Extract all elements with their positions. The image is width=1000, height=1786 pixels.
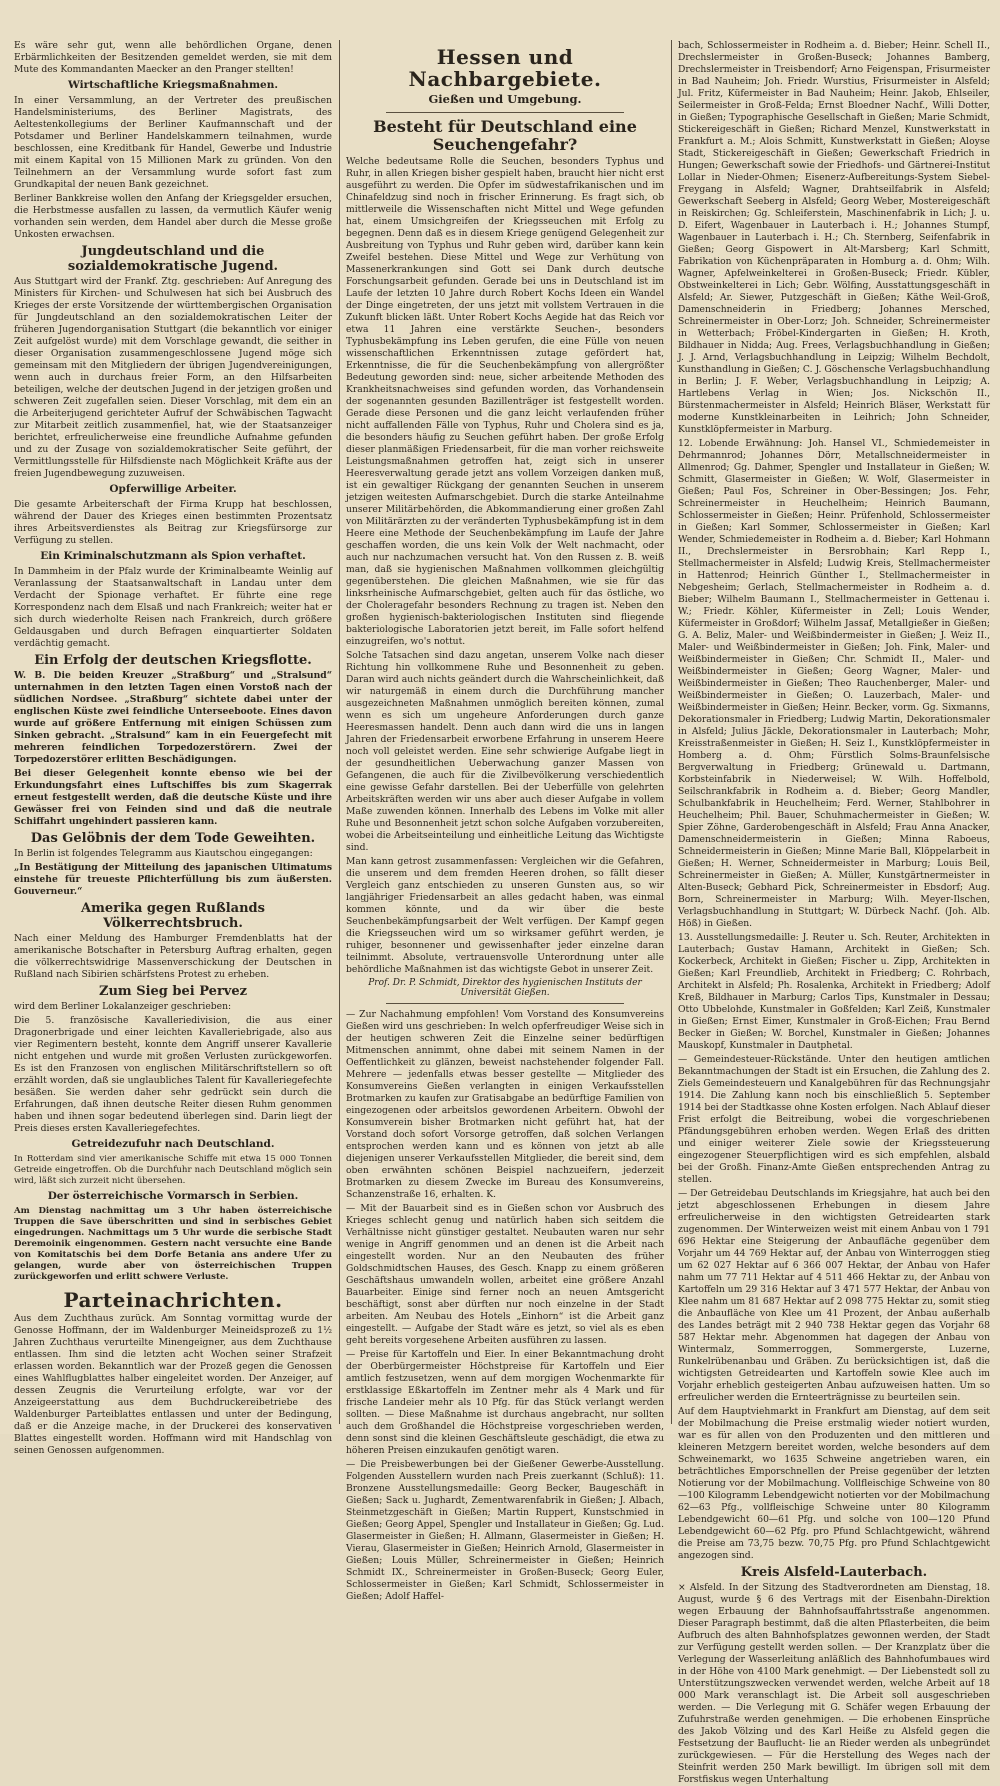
section-heading: Hessen und Nachbargebiete.	[408, 45, 602, 91]
article-paragraph: bach, Schlossermeister in Rodheim a. d. Bieber; Heinr. Schell II., Drechslermeister in Großen-Buseck; Johannes Bamberg, Drechslermeister in Treisbendorf; Arno Feigenspan, Frisurmeister in Bad Nauheim; Joh. Friedr. Wurstius, Frisurmeister in Alsfeld; Jul. Fritz, Küfermeister in Bad Nauheim; Heinr. Jakob, Ehlseiler, Seilermeister in Groß-Felda; Ernst Bloedner Nachf., Willi Dotter, in Gießen; Typographische Gesellschaft in Gießen; Marie Schmidt, Stickereigeschäft in Gießen; Richard Menzel, Kunstwerkstatt in Frankfurt a. M.; Alois Schmitt, Kunstwerkstatt in Gießen; Aloyse Stadt, Stickereigeschäft in Gießen; Gewerkschaft Friedrich in Hungen; Gewerkschaft sowie der Friedhofs- und Gärtnerei-Institut Lollar in Nieder-Ohmen; Eisenerz-Aufbereitungs-System Siebel-Freygang in Alsfeld; Wagner, Drahtseilfabrik in Alsfeld; Gewerkschaft Seeberg in Alsfeld; Georg Weber, Mostereigeschäft in Reiskirchen; Gg. Schleiferstein, Maschinenfabrik in Lich; J. u. D. Eifert, Wagenbauer in Lauterbach i. H.; Johannes Stumpf, Wagenbauer in Lauterbach i. H.; Ch. Sternberg, Seifenfabrik in Gießen; Georg Gispowert in Alt-Marsberg; Karl Schmitt, Fabrikation von Küchenpräparaten in Homburg a. d. Ohm; Wilh. Wagner, Apfelweinkelterei in Großen-Buseck; Friedr. Kübler, Obstweinkelterei in Lich; Gebr. Wölfing, Ausstattungsgeschäft in Alsfeld; Ar. Siewer, Putzgeschäft in Gießen; Käthe Weil-Groß, Damenschneiderin in Friedberg; Johannes Mersched, Schreinermeister in Ober-Lorz; Joh. Schneider, Schreinermeister in Wetterbach; Fröbel-Kindergarten in Gießen; H. Kroth, Bildhauer in Nidda; Aug. Frees, Verlagsbuchhandlung in Gießen; J. J. Arnd, Verlagsbuchhandlung in Leipzig; Wilhelm Bechdolt, Kunsthandlung in Gießen; C. J. Göschensche Verlagsbuchhandlung in Berlin; J. F. Weber, Verlagsbuchhandlung in Leipzig; A. Hartlebens Verlag in Wien; Jos. Nickschön II., Bürstenmachermeister in Alsfeld; Heinrich Bläser, Werkstatt für moderne Kunstkleinarbeiten in Leihrich; John Schneider, Kunstklöpfermeister in Marburg.	[678, 40, 991, 435]
divider	[386, 112, 624, 113]
article-paragraph: Die 5. französische Kavalleriedivision, die aus einer Dragonerbrigade und einer leichten Kavalleriebrigade, also aus vier Regimentern besteht, konnte dem Angriff unserer Kavallerie nicht entgehen und wurde mit großen Verlusten zurückgeworfen. Es ist den Franzosen von englischen Militärschriftstellern so oft erzählt worden, daß sie unglaubliches Talent für Kavalleriegefechte besäßen. Sie werden daher sehr gedrückt sein durch die Erfahrungen, daß ihnen deutsche Reiter diesen Ruhm genommen haben und ihnen sogar bedeutend überlegen sind. Darin liegt der Preis dieses ersten Kavalleriegefechtes.	[14, 1015, 332, 1134]
article-paragraph: W. B. Die beiden Kreuzer „Straßburg“ und „Stralsund“ unternahmen in den letzten Tagen einen Vorstoß nach der südlichen Nordsee. „Straßburg“ sichtete dabei unter der englischen Küste zwei feindliche Unterseeboote. Eines davon wurde auf größere Entfernung mit einigen Schüssen zum Sinken gebracht. „Stralsund“ kam in ein Feuergefecht mit mehreren feindlichen Torpedozerstörern. Zwei der Torpedozerstörer erlitten Beschädigungen.	[14, 670, 332, 765]
article-paragraph: „In Bestätigung der Mitteilung des japanischen Ultimatums einstehe für treueste Pflichterfüllung bis zum äußersten. Gouverneur.“	[14, 862, 332, 897]
article-heading: Zum Sieg bei Pervez	[98, 984, 247, 999]
article-paragraph: Es wäre sehr gut, wenn alle behördlichen Organe, denen Erbärmlichkeiten der Besitzenden gemeldet werden, sie mit dem Mute des Kommandanten Maecker an den Pranger stellten!	[14, 40, 332, 75]
article-paragraph: Berliner Bankkreise wollen den Anfang der Kriegsgelder ersuchen, die Herbstmesse ausfallen zu lassen, da vermutlich Käufer wenig vorhanden sein werden, dem Handel aber durch die Messe große Unkosten erwachsen.	[14, 193, 332, 240]
article-paragraph: In Berlin ist folgendes Telegramm aus Kiautschou eingegangen:	[14, 848, 313, 859]
article-paragraph: Solche Tatsachen sind dazu angetan, unserem Volke nach dieser Richtung hin vollkommene Ruhe und Besonnenheit zu geben. Daran wird auch nichts geändert durch die Wahrscheinlichkeit, daß wir naturgemäß in einem durch die Durchführung mancher ausgezeichneten Maßnahmen unmöglich bereiten können, zumal wenn es sich um ungeheure Anforderungen durch ganze Heeresmassen handelt. Denn auch dann wird die uns in langen Jahren der Friedensarbeit erworbene Erfahrung in unserem Heere noch voll geleistet werden. Eine sehr schwierige Aufgabe liegt in der gesundheitlichen Ueberwachung ganzer Massen von Gefangenen, die auch für die Zivilbevölkerung verschiedentlich eine gewisse Gefahr darstellen. Bei der Ueberfülle von gelehrten Arbeitskräften werden wir uns aber auch dieser Aufgabe in vollem Maße zuwenden können. Innerhalb des Lebens im Volke mit aller Ruhe und Besonnenheit jetzt schon solche Aufgaben vorzubereiten, wobei die Arbeitseinteilung und einheitliche Leitung das Wichtigste sind.	[346, 650, 664, 853]
article-paragraph: Aus Stuttgart wird der Frankf. Ztg. geschrieben: Auf Anregung des Ministers für Kirchen- und Schulwesen hat sich bei Ausbruch des Krieges der erste Vorsitzende der württembergischen Organisation für Jungdeutschland an den sozialdemokratischen Leiter der früheren Jugendorganisation Stuttgart (die bekanntlich vor einiger Zeit aufgelöst wurde) mit dem Vorschlage gewandt, die seither in dieser Organisation zusammengeschlossene Jugend möge sich gemeinsam mit den Mitgliedern der übrigen Jugendvereinigungen, wenn auch in durchaus freier Form, an den Hilfsarbeiten beteiligen, welche der deutschen Jugend in der jetzigen großen und schweren Zeit zugefallen seien. Dieser Vorschlag, mit dem ein an die Arbeiterjugend gerichteter Aufruf der Schwäbischen Tagwacht zur Mitarbeit zeitlich zusammenfiel, hat, wie der Staatsanzeiger berichtet, erfreulicherweise eine freundliche Aufnahme gefunden und zu der Zusage von sozialdemokratischer Seite geführt, der Vermittlungsstelle für Hilfsdienste nach Möglichkeit Kräfte aus der freien Jugendbewegung zuzuweisen.	[14, 276, 332, 479]
section-heading: Parteinachrichten.	[63, 1288, 283, 1312]
column-middle	[346, 40, 664, 1602]
article-paragraph: — Mit der Bauarbeit sind es in Gießen schon vor Ausbruch des Krieges schlecht genug und natürlich haben sich seitdem die Verhältnisse nicht günstiger gestaltet. Neubauten waren nur sehr wenige in Angriff genommen und an denen ist die Arbeit nach eingestellt worden. Nur an den Neubauten des früher Goldschmidtschen Hauses, des Gesch. Knapp zu einem größeren Geschäftshaus umwandeln wollen, arbeitet eine größere Anzahl Bauarbeiter. Einige sind ferner noch an neuen Amtsgericht beschäftigt, sonst aber dürften nur noch einzelne in der Stadt arbeiten. Am Neubau des Hotels „Einhorn“ ist die Arbeit ganz eingestellt. — Aufgabe der Stadt wäre es jetzt, so viel als es eben geht bereits vorgesehene Arbeiten ausführen zu lassen.	[346, 1203, 664, 1346]
article-paragraph: Welche bedeutsame Rolle die Seuchen, besonders Typhus und Ruhr, in allen Kriegen bisher gespielt haben, braucht hier nicht erst ausgeführt zu werden. Die Opfer im südwestafrikanischen und im Chinafeldzug sind noch in frischer Erinnerung. Es fragt sich, ob mittlerweile die Wissenschaften nicht Mittel und Wege gefunden hat, einem Umsichgreifen der Kriegsseuchen mit Erfolg zu begegnen. Denn daß es in diesem Kriege genügend Gelegenheit zur Ausbreitung von Typhus und Ruhr geben wird, darüber kann kein Zweifel bestehen. Diese Mittel und Wege zur Verhütung von Massenerkrankungen sind Gott sei Dank durch deutsche Forschungsarbeit gefunden. Gerade bei uns in Deutschland ist im Laufe der letzten 10 Jahre durch Robert Kochs Ideen ein Wandel der Dinge eingetreten, der uns jetzt mit vollstem Vertrauen in die Zukunft blicken läßt. Unter Robert Kochs Aegide hat das Reich vor etwa 11 Jahren eine verstärkte Seuchen-, besonders Typhusbekämpfung ins Leben gerufen, die eine Fülle von neuen wissenschaftlichen Erkenntnissen zutage gefördert hat, Erkenntnisse, die für die Seuchenbekämpfung von allergrößter Bedeutung geworden sind: neue, sicher arbeitende Methoden des Krankheitsnachweises sind gefunden worden, das Vorhandensein der sogenannten gesunden Bazillenträger ist festgestellt worden. Gerade diese Personen und die ganz leicht verlaufenden früher nicht auffallenden Fälle von Typhus, Ruhr und Cholera sind es ja, die besonders häufig zu Seuchen geführt haben. Der große Erfolg dieser planmäßigen Friedensarbeit, für die man vorher reichsweite Leistungsmaßnahmen getroffen hat, zeigt sich in unserer Heeresverwaltung gerade jetzt ans vollem Vorzeigen danken muß, ist ein gewaltiger Rückgang der genannten Seuchen in unserem jetzigen weitesten Aufmarschgebiet. Durch die starke Anteilnahme unserer Militärbehörden, die Abkommandierung einer großen Zahl von Militärärzten zu der veränderten Typhusbekämpfung ist in dem Heere eine Methode der Seuchenbekämpfung im Laufe der Jahre geschaffen worden, die uns kein Volk der Welt nachmacht, oder auch nur nachzumachen versucht hat. Von den Russen z. B. weiß man, daß sie hygienischen Maßnahmen vollkommen gleichgültig gegenüberstehen. Die gleichen Maßnahmen, wie sie für das linksrheinische Aufmarschgebiet, gelten auch für das östliche, wo der Choleragefahr besonders Rechnung zu tragen ist. Neben den großen hygienisch-bakteriologischen Instituten sind fliegende bakteriologische Laboratorien jetzt bereit, im Falle sofort helfend einzugreifen, wo's nottut.	[346, 156, 664, 647]
article-heading: Opferwillige Arbeiter.	[109, 483, 237, 495]
article-paragraph: Bei dieser Gelegenheit konnte ebenso wie bei der Erkundungsfahrt eines Luftschiffes bis zum Skagerrak erneut festgestellt werden, daß die deutsche Küste und ihre Gewässer frei von Feinden sind und daß die neutrale Schiffahrt ungehindert passieren kann.	[14, 768, 332, 827]
article-signature: Prof. Dr. P. Schmidt, Direktor des hygienischen Instituts der Universität Gießen.	[368, 978, 642, 998]
article-paragraph: In einer Versammlung, an der Vertreter des preußischen Handelsministeriums, des Berliner Magistrats, des Aeltestenkollegiums der Berliner Kaufmannschaft und der Potsdamer und Berliner Handelskammern teilnahmen, wurde beschlossen, eine Kreditbank für Handel, Gewerbe und Industrie mit einem Kapital von 15 Millionen Mark zu gründen. Von den Teilnehmern an der Versammlung wurde sofort fast zum Grundkapital der neuen Bank gezeichnet.	[14, 95, 332, 190]
column-rule	[339, 40, 340, 1424]
article-paragraph: 12. Lobende Erwähnung: Joh. Hansel VI., Schmiedemeister in Dehrmannrod; Johannes Dörr, Metallschneidermeister in Allmenrod; Gg. Dahmer, Spengler und Installateur in Gießen; W. Schmitt, Glasermeister in Gießen; W. Wolf, Glasermeister in Gießen; Paul Fos, Schreiner in Ober-Bessingen; Jos. Fehr, Schreinermeister in Heuchelheim; Heinrich Baumann, Schlossermeister in Gießen; Heinr. Prüfenhold, Schlossermeister in Gießen; Karl Sommer, Schlossermeister in Gießen; Karl Wender, Schmiedemeister in Rodheim a. d. Bieber; Karl Hohmann II., Drechslermeister in Bersrobhain; Karl Repp I., Stellmachermeister in Alsfeld; Ludwig Kreis, Stellmachermeister in Hattenrod; Heinrich Günther I., Stellmachermeister in Nebgesheim; Gerlach, Stellmachermeister in Rodheim a. d. Bieber; Wilhelm Baumann I., Stellmachermeister in Gettenau i. W.; Friedr. Köhler, Küfermeister in Zell; Louis Wender, Küfermeister in Großdorf; Wilhelm Jassaf, Metallgießer in Gießen; G. A. Beliz, Maler- und Weißbindermeister in Gießen; J. Weiz II., Maler- und Weißbindermeister in Gießen; Joh. Fink, Maler- und Weißbindermeister in Gießen; Chr. Schmidt II., Maler- und Weißbindermeister in Gießen; Georg Wagner, Maler- und Weißbindermeister in Gießen; Theo Rauchenberger, Maler- und Weißbindermeister in Gießen; O. Lauzerbach, Maler- und Weißbindermeister in Gießen; Heinr. Becker, vorm. Gg. Sixmanns, Dekorationsmaler in Friedberg; Ludwig Martin, Dekorationsmaler in Alsfeld; Julius Jäckle, Dekorationsmaler in Lauterbach; Mohr, Kreisstraßenmeister in Gießen; H. Seiz I., Kunstklöpfermeister in Homberg a. d. Ohm; Fürstlich Solms-Braunfelsische Bergverwaltung in Friedberg; Grünewald u. Dartmann, Korbsteinfabrik in Niederweisel; W. Wilh. Hoffelbold, Seilschrankfabrik in Rodheim a. d. Bieber; Georg Mandler, Schulbankfabrik in Heuchelheim; Ferd. Werner, Stahlbohrer in Heuchelheim; Phil. Bauer, Schuhmachermeister in Gießen; W. Spier Zöhne, Garderobengeschäft in Alsfeld; Frau Anna Anacker, Damenschneidermeisterin in Gießen; Minna Raboeus, Schneidermeisterin in Gießen; Minne Marie Ball, Klöppelarbeit in Gießen; H. Werner, Schneidermeister in Marburg; Louis Beil, Schreinermeister in Gießen; A. Müller, Kunstgärtnermeister in Alten-Buseck; Gebhard Pick, Schreinermeister in Ebsdorf; Aug. Born, Schreinermeister in Marburg; Wilh. Meyer-Ilschen, Verlagsbuchhandlung in Stuttgart; W. Dürbeck Nachf. (Joh. Alb. Höß) in Gießen.	[678, 438, 990, 929]
divider	[386, 1003, 624, 1004]
column-right	[678, 40, 991, 1785]
article-paragraph: Am Dienstag nachmittag um 3 Uhr haben österreichische Truppen die Save überschritten und sind in serbisches Gebiet eingedrungen. Nachmittags um 5 Uhr wurde die serbische Stadt Deremoinik eingenommen. Gestern nacht versuchte eine Bande von Komitatschis bei dem Dorfe Betania ans andere Ufer zu gelangen, wurde aber von österreichischen Truppen zurückgeworfen und erlitt schwere Verluste.	[14, 1206, 332, 1282]
article-paragraph: — Die Preisbewerbungen bei der Gießener Gewerbe-Ausstellung. Folgenden Ausstellern wurden nach Preis zuerkannt (Schluß): 11. Bronzene Ausstellungsmedaille: Georg Becker, Baugeschäft in Gießen; Sack u. Jughardt, Zementwarenfabrik in Gießen; J. Albach, Steinmetzgeschäft in Gießen; Martin Ruppert, Kunstschmied in Gießen; Georg Appel, Spengler und Installateur in Gießen; Gg. Lud. Glasermeister in Gießen; H. Allmann, Glasermeister in Gießen; H. Vierau, Glasermeister in Gießen; Heinrich Arnold, Glasermeister in Gießen; Louis Müller, Schreinermeister in Gießen; Heinrich Schmidt IX., Schreinermeister in Großen-Buseck; Georg Euler, Schlossermeister in Gießen; Karl Schmidt, Schlossermeister in Gießen; Adolf Haffel-	[346, 1459, 664, 1602]
article-heading: Kreis Alsfeld-Lauterbach.	[740, 1565, 928, 1580]
column-rule	[671, 40, 672, 1424]
article-paragraph: Man kann getrost zusammenfassen: Vergleichen wir die Gefahren, die unserem und dem fremden Heeren drohen, so fällt dieser Vergleich ganz entschieden zu unseren Gunsten aus, so wir langjähriger Friedensarbeit an alles gedacht haben, was einmal kommen könnte, und da wir über die beste Seuchenbekämpfungsarbeit der Welt verfügen. Der Kampf gegen die Kriegsseuchen wird um so wirksamer geführt werden, je ruhiger, besonnener und gewissenhafter jeder einzelne daran teilnimmt. Absolute, vertrauensvolle Unterordnung unter alle behördliche Maßnahmen ist das wichtigste Gebot in unserer Zeit.	[346, 856, 664, 975]
article-paragraph: wird dem Berliner Lokalanzeiger geschrieben:	[14, 1001, 232, 1012]
article-heading: Der österreichische Vormarsch in Serbien.	[47, 1190, 299, 1202]
article-paragraph: — Preise für Kartoffeln und Eier. In einer Bekanntmachung droht der Oberbürgermeister Höchstpreise für Kartoffeln und Eier amtlich festzusetzen, wenn auf dem morgigen Wochenmarkte für erstklassige Eßkartoffeln im Zentner mehr als 4 Mark und für frische Landeier mehr als 10 Pfg. für das Stück verlangt werden sollten. — Diese Maßnahme ist durchaus angebracht, nur sollten auch dem Großhandel die Höchstpreise vorgeschrieben werden, denn sonst sind die kleinen Geschäftsleute geschädigt, die etwa zu höheren Preisen einzukaufen genötigt waren.	[346, 1349, 664, 1456]
article-paragraph: In Dammheim in der Pfalz wurde der Kriminalbeamte Weinlig auf Veranlassung der Staatsanwaltschaft in Landau unter dem Verdacht der Spionage verhaftet. Er führte eine rege Korrespondenz nach dem Elsaß und nach Frankreich; weiter hat er sich durch wiederholte Reisen nach Frankreich, durch größere Geldausgaben und durch Befragen einquartierter Soldaten verdächtig gemacht.	[14, 566, 332, 649]
article-paragraph: Aus dem Zuchthaus zurück. Am Sonntag vormittag wurde der Genosse Hoffmann, der im Waldenburger Meineidsprozeß zu 1½ Jahren Zuchthaus verurteilte Minengeigner, aus dem Zuchthause entlassen. Ihm sind die letzten acht Wochen seiner Strafzeit erlassen worden. Bekanntlich war der Prozeß gegen die Genossen eines Wahlflugblattes halber eingeleitet worden. Der Anzeiger, auf dessen Zeugnis die Verurteilung erfolgte, war vor der Anzeigeerstattung aus dem Buchdruckereibetriebe des Waldenburger Parteiblattes entlassen und unter der Bedingung, daß er die Anzeige mache, in der Druckerei des konservativen Blattes eingestellt worden. Hoffmann wird mit Handschlag von seinen Genossen aufgenommen.	[14, 1313, 332, 1456]
article-heading: Jungdeutschland und die sozialdemokratische Jugend.	[67, 244, 279, 274]
article-paragraph: Die gesamte Arbeiterschaft der Firma Krupp hat beschlossen, während der Dauer des Krieges einen bestimmten Prozentsatz ihres Arbeitsverdienstes als Beitrag zur Kriegsfürsorge zur Verfügung zu stellen.	[14, 499, 332, 546]
article-heading: Ein Kriminalschutzmann als Spion verhaftet.	[40, 550, 306, 562]
article-heading: Das Gelöbnis der dem Tode Geweihten.	[30, 831, 316, 846]
article-paragraph: — Gemeindesteuer-Rückstände. Unter den heutigen amtlichen Bekanntmachungen der Stadt ist ein Ersuchen, die Zahlung des 2. Ziels Gemeindesteuern und Kanalgebühren für das Rechnungsjahr 1914. Die Zahlung kann noch bis einschließlich 5. September 1914 bei der Stadtkasse ohne Kosten erfolgen. Nach Ablauf dieser Frist erfolgt die Beitreibung, wobei die vorgeschriebenen Pfändungsgebühren erhoben werden. Wegen Erlaß des dritten und einiger weiterer Ziele sowie der Kriegssteuerung eingezogener Steuerpflichtigen wird es sich empfehlen, alsbald bei der Großh. Finanz-Amte Gießen entsprechenden Antrag zu stellen.	[678, 1054, 990, 1185]
article-heading: Ein Erfolg der deutschen Kriegsflotte.	[34, 653, 312, 668]
article-heading: Wirtschaftliche Kriegsmaßnahmen.	[67, 79, 279, 91]
article-paragraph: × Alsfeld. In der Sitzung des Stadtverordneten am Dienstag, 18. August, wurde § 6 des Vertrags mit der Eisenbahn-Direktion wegen Erbauung der Bahnhofsauffahrtsstraße angenommen. Dieser Paragraph bestimmt, daß die alten Pflasterbeiten, die beim Aufbruch des alten Bahnhofsplatzes gewonnen werden, der Stadt zur Verfügung gestellt werden sollen. — Der Kranzplatz über die Verlegung der Wasserleitung anläßlich des Bahnhofumbaues wird in der Höhe von 4100 Mark genehmigt. — Der Liebenstedt soll zu Unterstützungszwecken verwendet werden, welche Arbeit auf 18 000 Mark veranschlagt ist. Die Arbeit soll ausgeschrieben werden. — Die Verlegung mit G. Schäfer wegen Erbauung der Zufuhrstraße werden genehmigen. — Die erhobenen Einsprüche des Jakob Völzing und des Karl Heiße zu Alsfeld gegen die Festsetzung der Bauflucht- lie an Rieder werden als unbegründet zurückgewiesen. — Für die Herstellung des Weges nach der Steinfrit werden 250 Mark bewilligt. Im übrigen soll mit dem Forstfiskus wegen Unterhaltung	[678, 1582, 990, 1785]
section-subheading: Gießen und Umgebung.	[428, 92, 582, 106]
article-paragraph: — Zur Nachahmung empfohlen! Vom Vorstand des Konsumvereins Gießen wird uns geschrieben: In welch opferfreudiger Weise sich in der heutigen schweren Zeit die Einzelne seiner bedürftigen Mitmenschen annimmt, ohne dabei mit seinem Namen in der Oeffentlichkeit zu glänzen, beweist nachstehender folgender Fall. Mehrere — jedenfalls etwas besser gestellte — Mitglieder des Konsumvereins Gießen verlangten in einigen Verkaufsstellen Brotmarken zu kaufen zur Gratisabgabe an bedürftige Familien von eingezogenen oder arbeitslos gewordenen Arbeitern. Obwohl der Konsumverein bisher Brotmarken nicht geführt hat, hat der Vorstand doch sofort Vorsorge getroffen, daß solchen Verlangen entsprochen werden kann und es können von jetzt ab alle diejenigen unserer Verkaufsstellen Mitglieder, die bereit sind, dem oben erwähnten schönen Beispiel nachzueifern, jederzeit Brotmarken zu diesem Zwecke im Bureau des Konsumvereins, Schanzenstraße 16, erhalten. K.	[346, 1009, 664, 1200]
article-heading: Amerika gegen Rußlands Völkerrechtsbruch.	[81, 901, 265, 931]
article-paragraph: 13. Ausstellungsmedaille: J. Reuter u. Sch. Reuter, Architekten in Lauterbach; Gustav Hamann, Architekt in Gießen; Sch. Kockerbeck, Architekt in Gießen; Fischer u. Zipp, Architekten in Gießen; Karl Freundlieb, Architekt in Friedberg; C. Rohrbach, Architekt in Alsfeld; Ph. Rosalenka, Architekt in Friedberg; Adolf Kreß, Bildhauer in Marburg; Carlos Tips, Kunstmaler in Dessau; Otto Ubbelohde, Kunstmaler in Goßfelden; Karl Zeiß, Kunstmaler in Gießen; Ernst Eimer, Kunstmaler in Groß-Eichen; Frau Bernd Becker in Gießen; W. Borchel, Kunstmaler in Gießen; Johannes Mauskopf, Kunstmaler in Dautphetal.	[678, 932, 990, 1051]
article-heading: Getreidezufuhr nach Deutschland.	[71, 1138, 275, 1150]
article-paragraph: — Der Getreidebau Deutschlands im Kriegsjahre, hat auch bei den jetzt abgeschlossenen Erhebungen in diesem Jahre erfreulicherweise in den wichtigsten Getreidearten stark zugenommen. Der Winterweizen weist mit einem Anbau von 1 791 696 Hektar eine Steigerung der Anbaufläche gegenüber dem Vorjahr um 44 769 Hektar auf, der Anbau von Winterroggen stieg um 62 027 Hektar auf 6 366 007 Hektar, der Anbau von Hafer nahm um 77 711 Hektar auf 4 511 466 Hektar zu, der Anbau von Kartoffeln um 29 316 Hektar auf 3 471 577 Hektar, der Anbau von Klee nahm um 81 687 Hektar auf 2 098 775 Hektar zu, somit stieg die Anbaufläche von Klee um 41 Prozent, der Anbau außerhalb des Landes beträgt mit 2 940 738 Hektar gegen das Vorjahr 68 587 Hektar mehr. Abgenommen hat dagegen der Anbau von Wintermalz, Sommerroggen, Sommergerste, Luzerne, Runkelrübenanbau und Gräben. Zu berücksichtigen ist, daß die wichtigsten Getreidearten und Kartoffeln sowie Klee auch im Vorjahr erheblich gesteigerten Anbau aufzuweisen hatten. Um so erfreulicher werden die Ernteerträgnisse zu beurteilen sein.	[678, 1188, 990, 1403]
article-paragraph: Auf dem Hauptviehmarkt in Frankfurt am Dienstag, auf dem seit der Mobilmachung die Preise erstmalig wieder notiert wurden, war es für allen von den Produzenten und den mittleren und kleineren Metzgern bereitet worden, welche besonders auf dem Schweinemarkt, wo 1635 Schweine angetrieben waren, ein beträchtliches Emporschnellen der Preise gegenüber der letzten Notierung vor der Mobilmachung. Vollfleischige Schweine von 80—100 Kilogramm Lebendgewicht notierten vor der Mobilmachung 62—63 Pfg., vollfleischige Schweine unter 80 Kilogramm Lebendgewicht 60—61 Pfg. und solche von 100—120 Pfund Lebendgewicht 60—62 Pfg. pro Pfund Schlachtgewicht, während die Preise am 73,75 bezw. 70,75 Pfg. pro Pfund Schlachtgewicht angezogen sind.	[678, 1406, 990, 1561]
column-left	[14, 40, 332, 1456]
article-paragraph: In Rotterdam sind vier amerikanische Schiffe mit etwa 15 000 Tonnen Getreide eingetroffen. Ob die Durchfuhr nach Deutschland möglich sein wird, läßt sich zurzeit nicht übersehen.	[14, 1154, 332, 1186]
article-heading: Besteht für Deutschland eine Seuchengefahr?	[373, 117, 637, 154]
article-paragraph: Nach einer Meldung des Hamburger Fremdenblatts hat der amerikanische Botschafter in Petersburg Auftrag erhalten, gegen die völkerrechtswidrige Massenverschickung der Deutschen in Rußland nach Sibirien schärfstens Protest zu erheben.	[14, 933, 332, 980]
